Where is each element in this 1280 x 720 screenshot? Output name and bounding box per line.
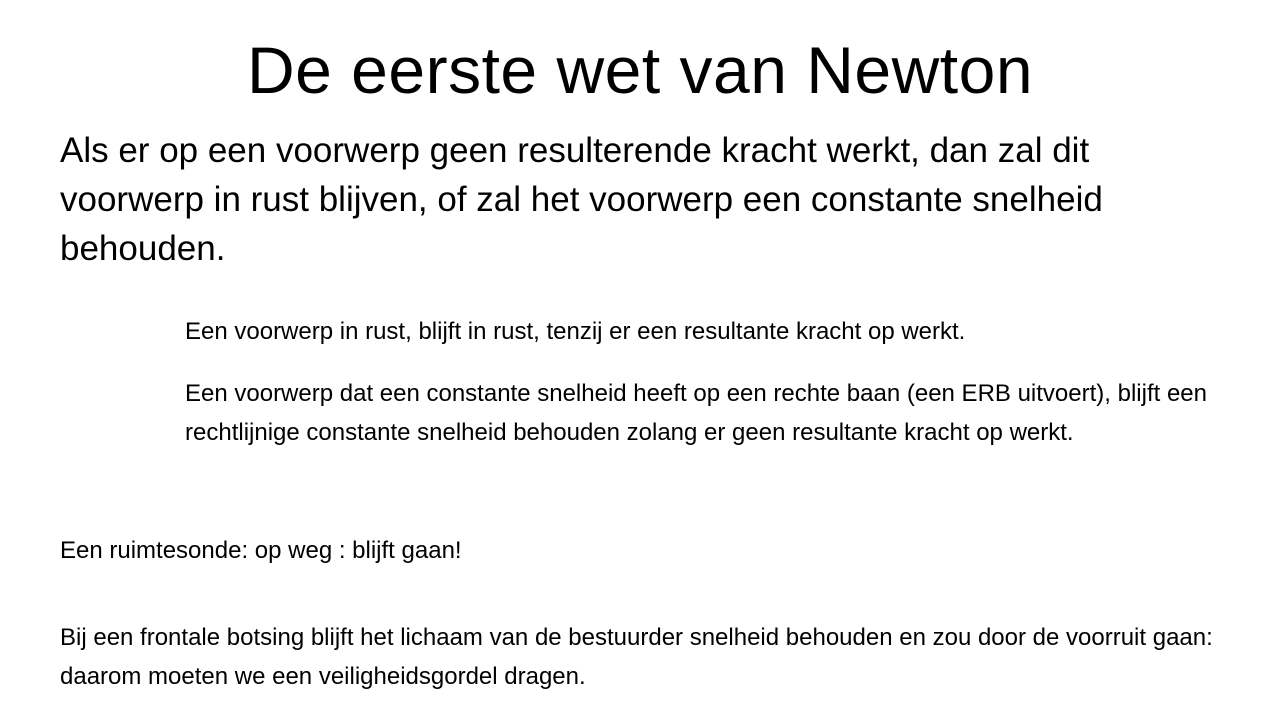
slide-title: De eerste wet van Newton bbox=[246, 33, 1034, 107]
sub-point-constant-velocity: Een voorwerp dat een constante snelheid heeft op een rechte baan (een ERB uitvoert), blijft een rechtlijnige constante snelheid behouden zolang er geen resultante kracht op werkt. bbox=[185, 380, 1207, 446]
example-space-probe: Een ruimtesonde: op weg : blijft gaan! bbox=[60, 537, 462, 564]
law-statement: Als er op een voorwerp geen resulterende kracht werkt, dan zal dit voorwerp in rust blijven, of zal het voorwerp een constante snelheid behouden. bbox=[60, 131, 1103, 268]
sub-point-rest: Een voorwerp in rust, blijft in rust, tenzij er een resultante kracht op werkt. bbox=[185, 318, 966, 345]
example-seatbelt: Bij een frontale botsing blijft het lichaam van de bestuurder snelheid behouden en zou door de voorruit gaan: daarom moeten we een veiligheidsgordel dragen. bbox=[60, 624, 1213, 690]
